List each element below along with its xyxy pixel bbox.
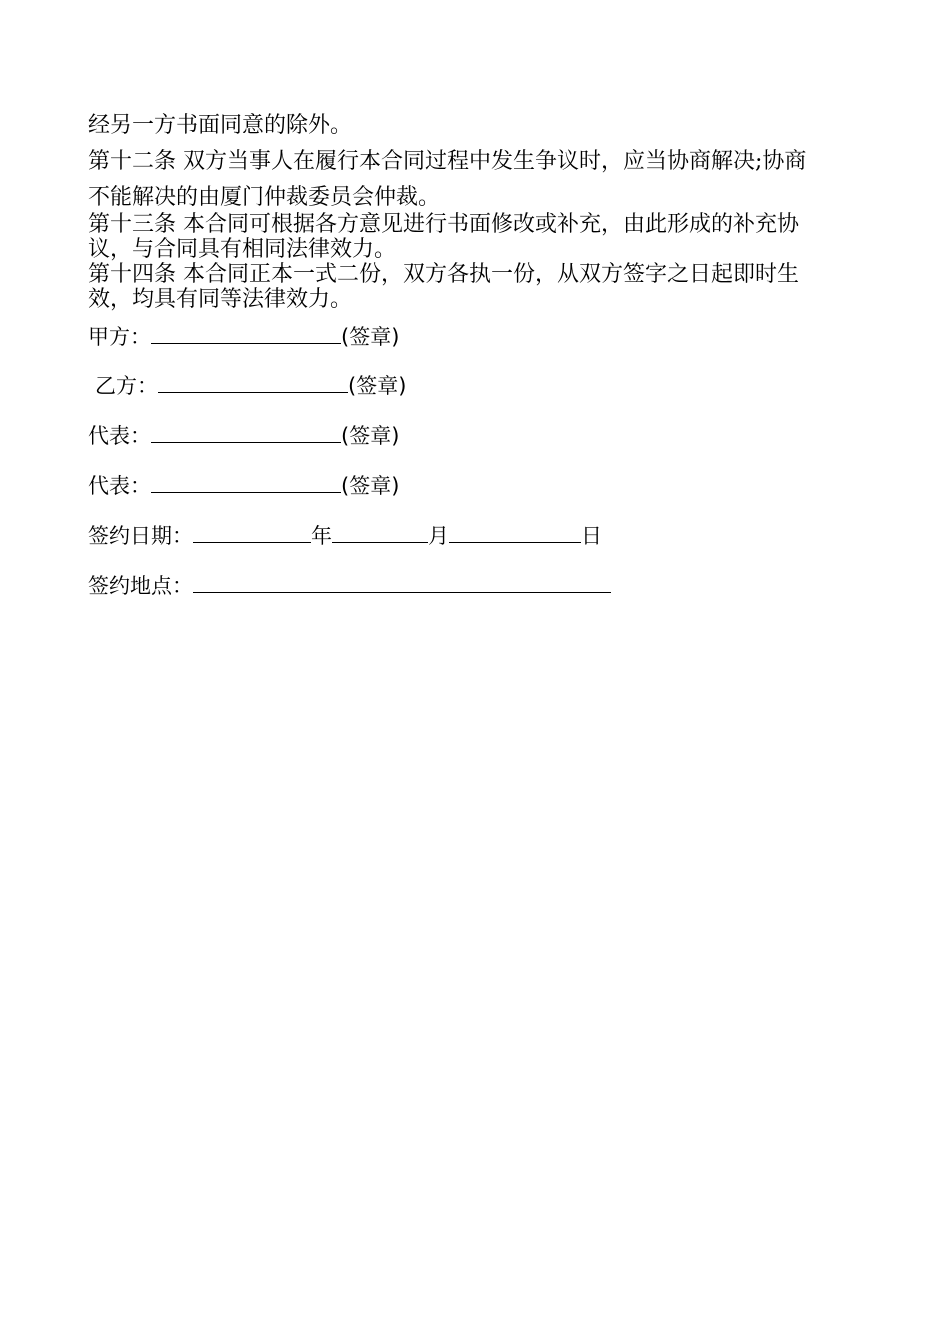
signing-place-label: 签约地点：: [88, 574, 193, 598]
signing-place-line: [88, 572, 611, 598]
place-blank: [193, 572, 611, 593]
representative-a-seal: (签章): [341, 424, 400, 448]
clause-13-line-1: 第十三条 本合同可根据各方意见进行书面修改或补充，由此形成的补充协: [88, 212, 799, 237]
representative-a-label: 代表：: [88, 424, 151, 448]
signing-date-line: [88, 522, 602, 548]
party-b-label: 乙方：: [95, 374, 158, 398]
month-unit: 月: [428, 524, 449, 548]
clause-14-line-2: 效，均具有同等法律效力。: [88, 287, 353, 312]
signing-date-label: 签约日期：: [88, 524, 193, 548]
party-b-seal: (签章): [348, 374, 407, 398]
party-b-signature-line: [95, 372, 406, 398]
day-blank: [449, 522, 581, 543]
day-unit: 日: [581, 524, 602, 548]
month-blank: [332, 522, 428, 543]
contract-text-line: 经另一方书面同意的除外。: [88, 113, 353, 138]
year-blank: [193, 522, 311, 543]
clause-12-line-2: 不能解决的由厦门仲裁委员会仲裁。: [88, 185, 441, 210]
party-a-blank: [151, 323, 341, 344]
representative-a-signature-line: [88, 422, 399, 448]
representative-b-blank: [151, 472, 341, 493]
clause-14-line-1: 第十四条 本合同正本一式二份，双方各执一份，从双方签字之日起即时生: [88, 262, 799, 287]
clause-13-line-2: 议，与合同具有相同法律效力。: [88, 237, 397, 262]
representative-a-blank: [151, 422, 341, 443]
year-unit: 年: [311, 524, 332, 548]
party-a-seal: (签章): [341, 325, 400, 349]
representative-b-label: 代表：: [88, 474, 151, 498]
representative-b-seal: (签章): [341, 474, 400, 498]
clause-12-line-1: 第十二条 双方当事人在履行本合同过程中发生争议时，应当协商解决;协商: [88, 149, 807, 174]
party-a-label: 甲方：: [88, 325, 151, 349]
party-a-signature-line: [88, 323, 399, 349]
party-b-blank: [158, 372, 348, 393]
representative-b-signature-line: [88, 472, 399, 498]
